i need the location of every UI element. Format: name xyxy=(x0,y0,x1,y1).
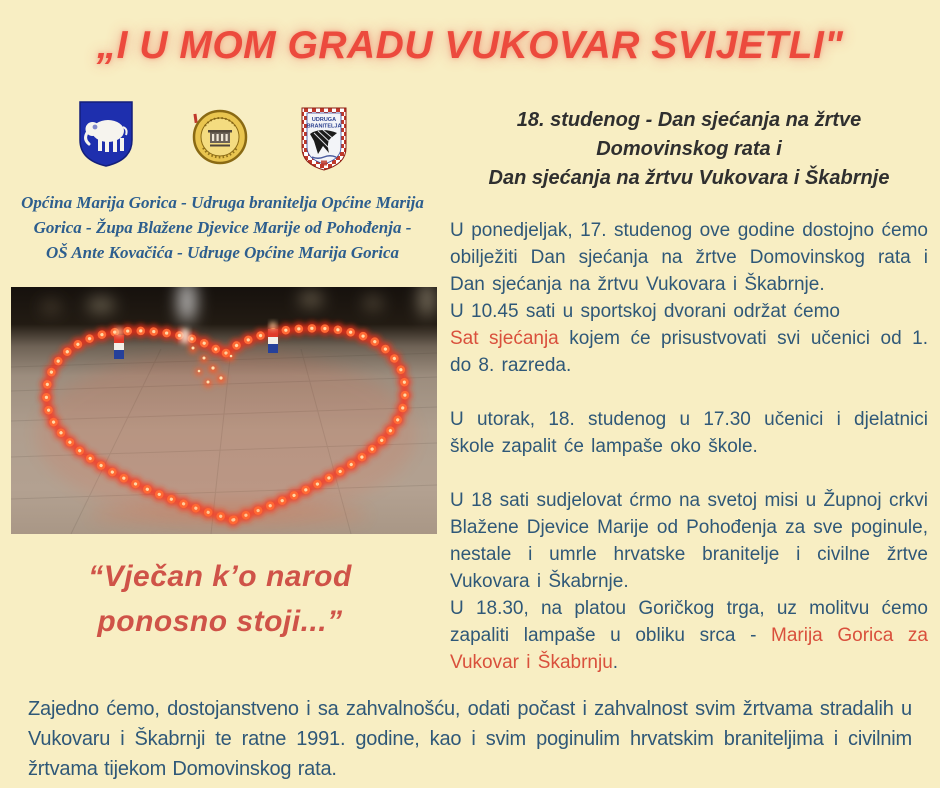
quote-line: ponosno stoji...” xyxy=(97,605,343,638)
organizers-line: Gorica - Župa Blažene Djevice Marije od Pohođenja - xyxy=(33,218,412,237)
quote-line: “Vječan k’o narod xyxy=(88,560,352,593)
poster-title: „I U MOM GRADU VUKOVAR SVIJETLI" xyxy=(96,24,844,67)
paragraph-monday xyxy=(450,217,928,379)
event-heading xyxy=(450,106,928,193)
mass-text: U 18 sati sudjelovat ćrmo na svetoj misi u Župnoj crkvi Blažene Djevice Marije od Pohođenja za sve poginule, nestale i umrle hrvatske branitelje i civilne žrtve Vukovara i Škabrnje. xyxy=(450,490,928,592)
monday-highlight: Sat sjećanja xyxy=(450,328,559,349)
heading-line: Dan sjećanja na žrtvu Vukovara i Škabrnje xyxy=(488,167,890,189)
square-intro: U 18.30, na platou Goričkog trga, uz molitvu ćemo zapaliti lampaše u obliku srca - xyxy=(450,598,928,646)
heading-line: Domovinskog rata i xyxy=(596,138,782,160)
gold-seal-icon xyxy=(190,108,248,166)
veterans-crest-text: UDRUGA xyxy=(311,117,337,123)
candle-heart-image xyxy=(11,287,437,534)
checkered-shield-icon xyxy=(300,104,348,172)
paragraph-mass-and-square xyxy=(450,487,928,676)
organizers-line: OŠ Ante Kovačića - Udruge Općine Marija Gorica xyxy=(45,243,400,262)
municipality-coat-of-arms-icon xyxy=(78,100,134,173)
square-end: . xyxy=(612,652,619,673)
monday-rest: kojem će prisustvovati svi učenici od 1. do 8. razreda. xyxy=(450,328,929,376)
elephant-shield-icon xyxy=(78,100,134,168)
veterans-crest-text: BRANITELJA xyxy=(306,123,342,130)
school-seal-icon xyxy=(190,108,248,171)
tuesday-text: U utorak, 18. studenog u 17.30 učenici i djelatnici škole zapalit će lampaše oko škole. xyxy=(450,409,928,457)
event-details-column xyxy=(450,106,928,676)
heading-line: 18. studenog - Dan sjećanja na žrtve xyxy=(516,109,862,131)
organizers-line: Općina Marija Gorica - Udruga branitelja Općine Marija xyxy=(21,193,424,212)
monday-intro: U ponedjeljak, 17. studenog ove godine dostojno ćemo obilježiti Dan sjećanja na žrtve Domovinskog rata i Dan sjećanja na žrtvu Vukovara i Škabrnje. xyxy=(450,220,928,295)
candle-heart-photo xyxy=(11,287,437,534)
quote-text xyxy=(10,554,430,644)
paragraph-tuesday-school xyxy=(450,406,928,460)
organizers-text xyxy=(15,190,430,265)
veterans-crest-icon xyxy=(300,104,348,177)
square-highlight: Marija Gorica za Vukovar i Škabrnju xyxy=(450,625,928,673)
footer-text: Zajedno ćemo, dostojanstveno i sa zahvalnošću, odati počast i zahvalnost svim žrtvama stradalih u Vukovaru i Škabrnji te ratne 1991. godine, kao i svim poginulim hrvatskim braniteljima i civilnim žrtvama tijekom Domovinskog rata. xyxy=(28,698,912,780)
monday-time: U 10.45 sati u sportskoj dvorani održat ćemo xyxy=(450,301,840,322)
